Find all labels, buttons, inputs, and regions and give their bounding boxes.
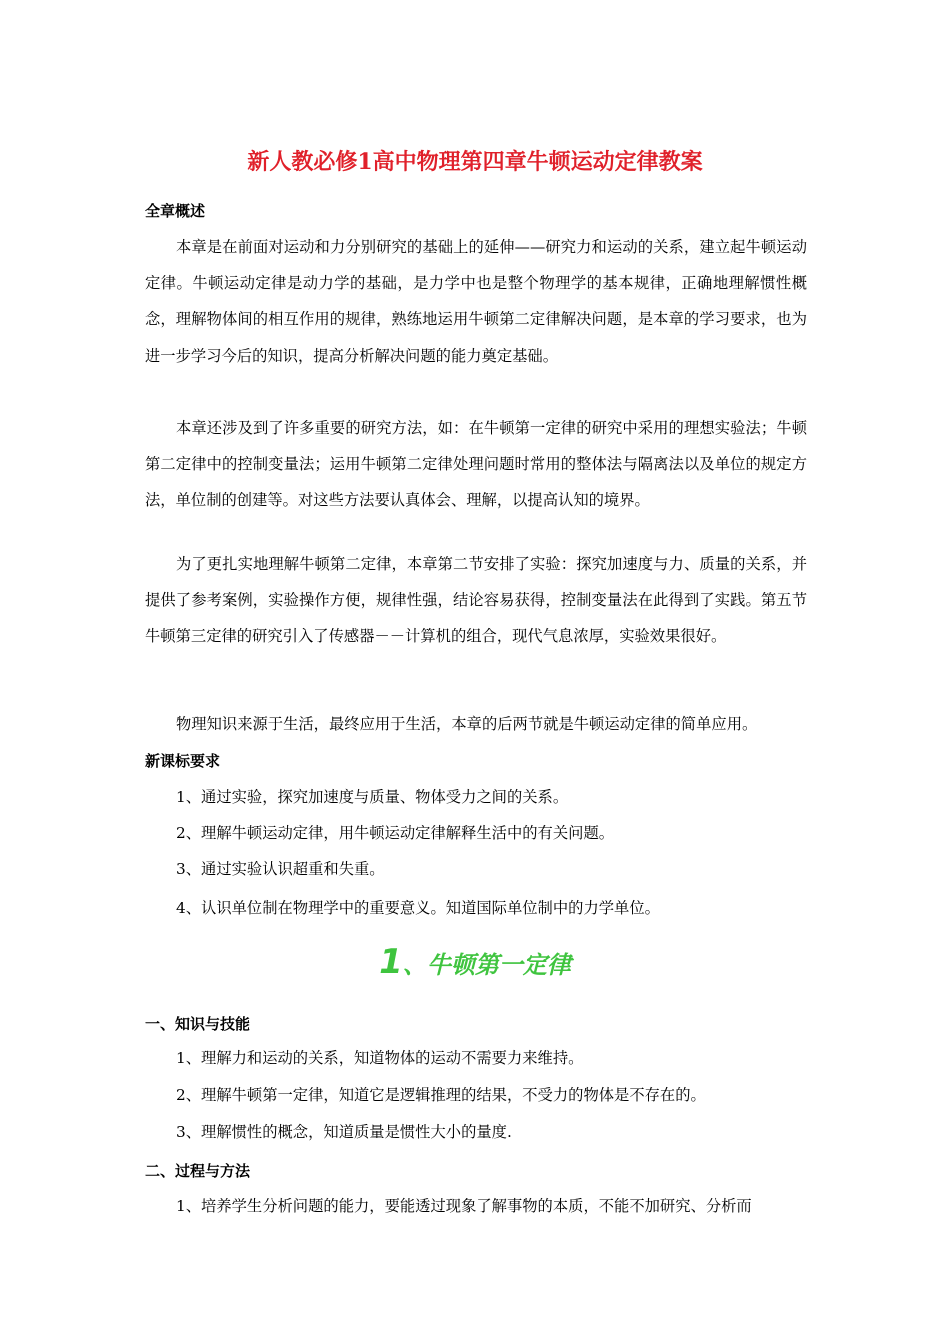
section-number: 1 <box>379 942 403 982</box>
process-item-1: 1、培养学生分析问题的能力，要能透过现象了解事物的本质，不能不加研究、分析而 <box>176 1197 752 1215</box>
requirement-item-1: 1、通过实验，探究加速度与质量、物体受力之间的关系。 <box>176 788 569 806</box>
knowledge-item-1: 1、理解力和运动的关系，知道物体的运动不需要力来维持。 <box>176 1049 584 1067</box>
overview-paragraph-3: 为了更扎实地理解牛顿第二定律，本章第二节安排了实验：探究加速度与力、质量的关系，并提供了参考案例，实验操作方便，规律性强，结论容易获得，控制变量法在此得到了实践。第五节牛顿第三定律的研究引入了传感器－－计算机的组合，现代气息浓厚，实验效果很好。 <box>145 555 807 646</box>
knowledge-item-2: 2、理解牛顿第一定律，知道它是逻辑推理的结果，不受力的物体是不存在的。 <box>176 1086 706 1104</box>
document-title: 新人教必修1高中物理第四章牛顿运动定律教案 <box>247 149 703 175</box>
overview-paragraph-2: 本章还涉及到了许多重要的研究方法，如：在牛顿第一定律的研究中采用的理想实验法；牛顿第二定律中的控制变量法；运用牛顿第二定律处理问题时常用的整体法与隔离法以及单位的规定方法，单位制的创建等。对这些方法要认真体会、理解，以提高认知的境界。 <box>145 419 807 510</box>
overview-heading: 全章概述 <box>145 202 206 220</box>
section-title-text: 、牛顿第一定律 <box>402 950 571 979</box>
knowledge-heading: 一、知识与技能 <box>145 1015 251 1033</box>
section-title <box>0 940 950 987</box>
requirement-item-4: 4、认识单位制在物理学中的重要意义。知道国际单位制中的力学单位。 <box>176 899 660 917</box>
requirement-item-2: 2、理解牛顿运动定律，用牛顿运动定律解释生活中的有关问题。 <box>176 824 615 842</box>
requirements-heading: 新课标要求 <box>145 752 221 770</box>
overview-paragraph-1: 本章是在前面对运动和力分别研究的基础上的延伸——研究力和运动的关系，建立起牛顿运动定律。牛顿运动定律是动力学的基础，是力学中也是整个物理学的基本规律，正确地理解惯性概念，理解物体间的相互作用的规律，熟练地运用牛顿第二定律解决问题，是本章的学习要求，也为进一步学习今后的知识，提高分析解决问题的能力奠定基础。 <box>145 238 807 365</box>
overview-paragraph-4: 物理知识来源于生活，最终应用于生活，本章的后两节就是牛顿运动定律的简单应用。 <box>176 715 758 733</box>
requirement-item-3: 3、通过实验认识超重和失重。 <box>176 860 385 878</box>
process-heading: 二、过程与方法 <box>145 1162 251 1180</box>
knowledge-item-3: 3、理解惯性的概念，知道质量是惯性大小的量度. <box>176 1123 512 1141</box>
